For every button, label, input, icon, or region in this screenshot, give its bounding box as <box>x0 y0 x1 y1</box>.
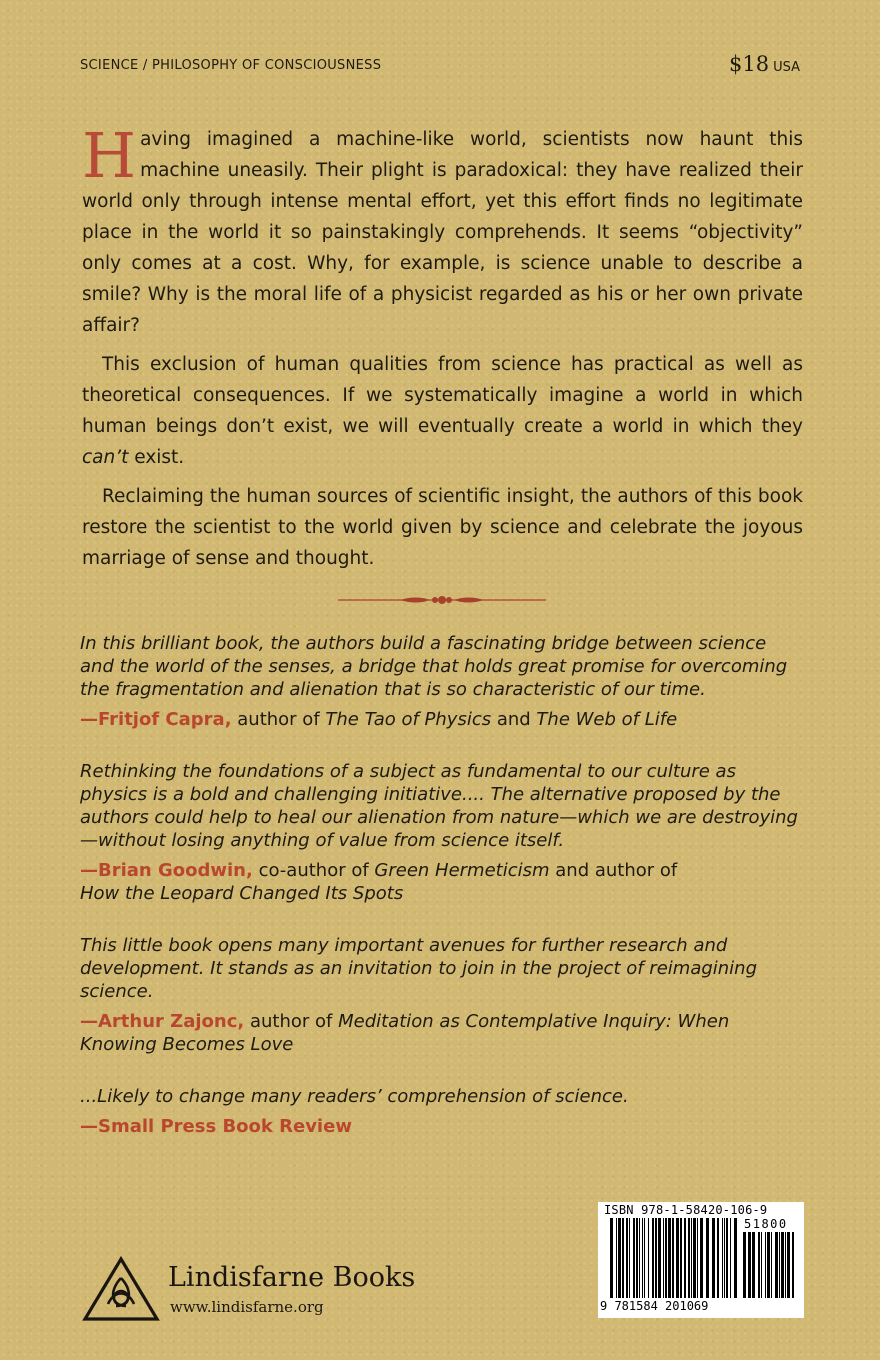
barcode-bar <box>665 1218 667 1298</box>
category-label: SCIENCE / PHILOSOPHY OF CONSCIOUSNESS <box>80 58 382 73</box>
endorsement-author: —Small Press Book Review <box>80 1116 352 1137</box>
endorsement-goodwin <box>80 760 800 905</box>
description-paragraph-3: Reclaiming the human sources of scientific insight, the authors of this book restore the scientist to the world given by science and celebrate the joyous marriage of sense and thought. <box>82 486 803 569</box>
price-label <box>729 52 800 76</box>
endorsement-attribution <box>80 1010 800 1056</box>
endorsement-attribution <box>80 859 800 905</box>
barcode-bar <box>672 1218 674 1298</box>
barcode-bar <box>792 1232 794 1298</box>
description-p2-text-b: exist. <box>134 447 185 468</box>
barcode-bar <box>787 1232 790 1298</box>
barcode-bar <box>688 1218 690 1298</box>
publisher-name: Lindisfarne Books <box>168 1262 416 1293</box>
endorsement-author: —Fritjof Capra, <box>80 709 232 730</box>
description <box>82 119 803 574</box>
barcode-bar <box>775 1232 778 1298</box>
barcode-bar <box>697 1218 698 1298</box>
barcode-bar <box>752 1232 755 1298</box>
ornament-divider <box>338 592 546 608</box>
description-p1-text: aving imagined a machine-like world, scientists now haunt this machine uneasily. Their plight is paradoxical: they have realized their world only through intense mental effort, yet this effort finds no legitimate place in the world it so painstakingly comprehends. It seems “objectivity” only comes at a cost. Why, for example, is science unable to describe a smile? Why is the moral life of a physicist regarded as his or her own private affair? <box>82 129 803 336</box>
isbn-number: ISBN 978-1-58420-106-9 <box>604 1203 768 1217</box>
price-amount: $18 <box>729 52 770 76</box>
barcode-bar <box>610 1218 613 1298</box>
description-p2-emphasis: can’t <box>82 447 129 468</box>
endorsement-quote: ...Likely to change many readers’ comprehension of science. <box>80 1086 629 1107</box>
drop-cap: H <box>82 119 137 192</box>
endorsement-quote: Rethinking the foundations of a subject as fundamental to our culture as physics is a bold and challenging initiative.... The alternative proposed by the authors could help to heal our alienation from nature—which we are destroying—without losing anything of value from science itself. <box>80 761 798 851</box>
attribution-text: and <box>491 709 537 730</box>
barcode-price-code: 51800 <box>744 1217 788 1231</box>
addon-barcode-bars <box>743 1232 799 1304</box>
barcode-bar <box>616 1218 617 1298</box>
barcode-bar <box>642 1218 643 1298</box>
barcode-bar <box>629 1218 630 1298</box>
attribution-work: The Web of Life <box>536 709 678 730</box>
barcode-bar <box>712 1218 715 1298</box>
attribution-work: The Tao of Physics <box>325 709 492 730</box>
barcode-bar <box>691 1218 692 1298</box>
attribution-work: Green Hermeticism <box>374 860 550 881</box>
attribution-work: How the Leopard Changed Its Spots <box>80 883 404 904</box>
isbn-barcode <box>598 1202 804 1318</box>
endorsement-quote: In this brilliant book, the authors build a fascinating bridge between science and the world of the senses, a bridge that holds great promise for overcoming the fragmentation and alienation that is so characteristic of our time. <box>80 633 788 700</box>
description-paragraph-2 <box>82 349 803 473</box>
attribution-text: author of <box>244 1011 339 1032</box>
barcode-bar <box>722 1218 723 1298</box>
barcode-bar <box>724 1218 725 1298</box>
endorsement-attribution <box>80 1115 800 1138</box>
description-p2-text-a: This exclusion of human qualities from science has practical as well as theoretical consequences. If we systematically imagine a world in which human beings don’t exist, we will eventually create a world in which they <box>82 354 803 437</box>
barcode-bar <box>626 1218 628 1298</box>
endorsement-attribution <box>80 708 800 731</box>
attribution-text: co-author of <box>252 860 375 881</box>
endorsement-author: —Brian Goodwin, <box>80 860 253 881</box>
barcode-bar <box>717 1218 719 1298</box>
attribution-work: Meditation as Contemplative Inquiry: When Knowing Becomes Love <box>80 1011 730 1055</box>
barcode-bar <box>730 1218 731 1298</box>
barcode-bar <box>676 1218 679 1298</box>
barcode-bar <box>639 1218 640 1298</box>
description-paragraph-1 <box>82 119 803 341</box>
barcode-bar <box>655 1218 657 1298</box>
endorsements <box>80 632 800 1167</box>
barcode-bar <box>758 1232 760 1298</box>
endorsement-small-press <box>80 1085 800 1138</box>
barcode-bar <box>644 1218 645 1298</box>
barcode-bar <box>734 1218 737 1298</box>
triquetra-logo-icon <box>82 1256 160 1322</box>
attribution-text: and author of <box>549 860 678 881</box>
publisher-url[interactable]: www.lindisfarne.org <box>170 1298 324 1316</box>
barcode-bar <box>779 1232 780 1298</box>
endorsement-quote: This little book opens many important avenues for further research and development. It stands as an invitation to join in the project of reimagining science. <box>80 935 758 1002</box>
endorsement-author: —Arthur Zajonc, <box>80 1011 245 1032</box>
barcode-bar <box>684 1218 686 1298</box>
ean-barcode-bars <box>610 1218 740 1304</box>
barcode-bar <box>767 1232 770 1298</box>
barcode-bar <box>743 1232 746 1298</box>
ean-digits: 9 781584 201069 <box>600 1299 709 1313</box>
barcode-bar <box>785 1232 786 1298</box>
barcode-bar <box>700 1218 703 1298</box>
barcode-bar <box>706 1218 709 1298</box>
barcode-bar <box>765 1232 766 1298</box>
endorsement-capra <box>80 632 800 731</box>
barcode-bar <box>652 1218 654 1298</box>
barcode-bar <box>622 1218 624 1298</box>
barcode-bar <box>648 1218 649 1298</box>
barcode-bar <box>693 1218 696 1298</box>
barcode-bar <box>771 1232 772 1298</box>
barcode-bar <box>668 1218 671 1298</box>
barcode-bar <box>633 1218 635 1298</box>
barcode-bar <box>726 1218 728 1298</box>
barcode-bar <box>663 1218 664 1298</box>
price-currency: USA <box>773 60 800 75</box>
barcode-bar <box>636 1218 638 1298</box>
barcode-bar <box>748 1232 751 1298</box>
barcode-bar <box>680 1218 682 1298</box>
barcode-bar <box>781 1232 784 1298</box>
attribution-text: author of <box>231 709 326 730</box>
barcode-bar <box>658 1218 661 1298</box>
barcode-bar <box>618 1218 621 1298</box>
barcode-bar <box>761 1232 762 1298</box>
endorsement-zajonc <box>80 934 800 1056</box>
